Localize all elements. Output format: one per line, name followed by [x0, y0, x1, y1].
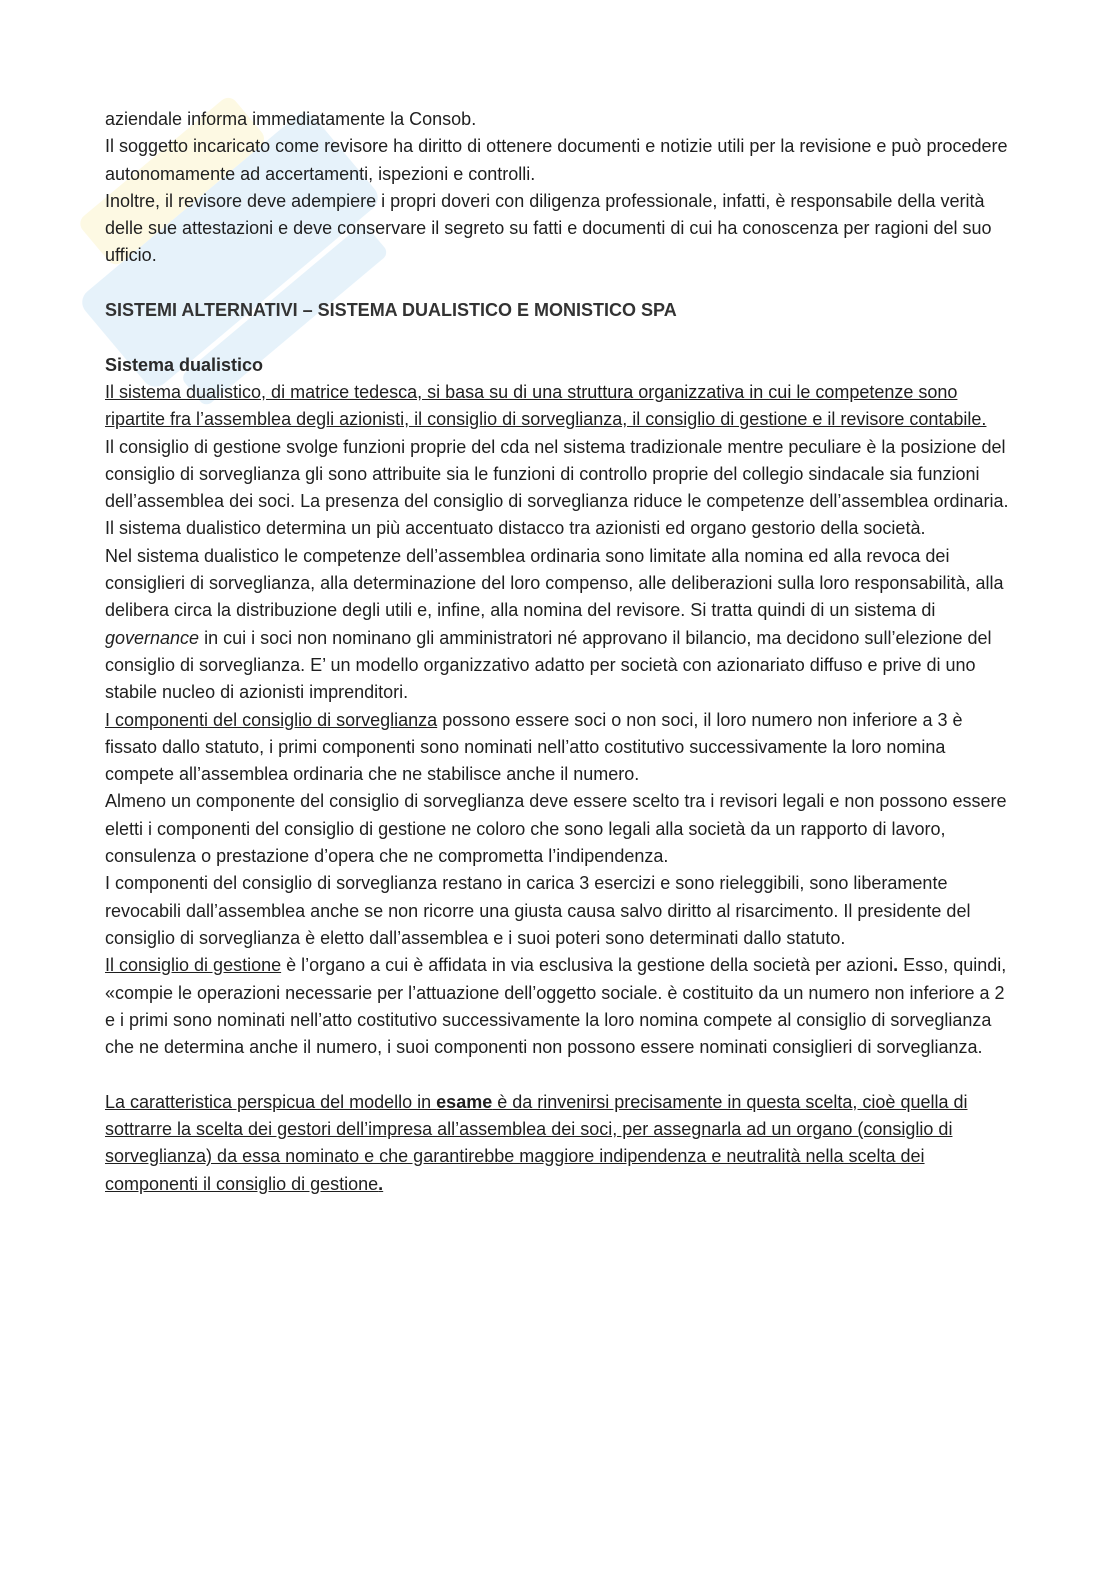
paragraph-conclusion	[105, 1089, 1010, 1198]
conclusion-bold-end: .	[378, 1173, 384, 1194]
paragraph-assemblea	[105, 543, 1010, 707]
paragraph-almeno: Almeno un componente del consiglio di sorveglianza deve essere scelto tra i revisori legali e non possono essere eletti i componenti del consiglio di gestione ne coloro che sono legali alla società da un rapporto di lavoro, consulenza o prestazione d’opera che ne comprometta l’indipendenza.	[105, 791, 1007, 867]
conclusion-after: è da rinvenirsi precisamente in questa scelta, cioè quella di sottrarre la scelta dei gestori dell’impresa all’assemblea dei soci, per assegnarla ad un organo (consiglio di sorveglianza) da essa nominato e che garantirebbe maggiore indipendenza e neutralità nella scelta dei componenti il consiglio di gestione	[105, 1091, 968, 1194]
paragraph-consiglio-gestione	[105, 952, 1010, 1061]
assemblea-text-after: in cui i soci non nominano gli amministratori né approvano il bilancio, ma decidono sull’elezione del consiglio di sorveglianza. E’ un modello organizzativo adatto per società con azionariato diffuso e prive di uno stabile nucleo di azionisti imprenditori.	[105, 627, 992, 703]
conclusion-bold-word: esame	[436, 1091, 493, 1112]
intro-line-3: Inoltre, il revisore deve adempiere i propri doveri con diligenza professionale, infatti, è responsabile della verità delle sue attestazioni e deve conservare il segreto su fatti e documenti di cui ha conoscenza per ragioni del suo ufficio.	[105, 190, 992, 266]
assemblea-text-before: Nel sistema dualistico le competenze dell’assemblea ordinaria sono limitate alla nomina ed alla revoca dei consiglieri di sorveglianza, alla determinazione del loro compenso, alle deliberazioni sulla loro responsabilità, alla delibera circa la distribuzione degli utili e, infine, alla nomina del revisore. Si tratta quindi di un sistema di	[105, 545, 1004, 621]
consiglio-gestione-underlined: Il consiglio di gestione	[105, 955, 282, 976]
governance-term: governance	[105, 627, 200, 648]
paragraph-dualistic-intro: Il sistema dualistico, di matrice tedesca, si basa su di una struttura organizzativa in cui le competenze sono ripartite fra l’assemblea degli azionisti, il consiglio di sorveglianza, il consiglio di gestione e il revisore contabile.	[105, 381, 987, 430]
intro-line-2: Il soggetto incaricato come revisore ha diritto di ottenere documenti e notizie utili per la revisione e può procedere autonomamente ad accertamenti, ispezioni e controlli.	[105, 136, 1008, 184]
consiglio-gestione-text: è l’organo a cui è affidata in via esclusiva la gestione della società per azioni	[281, 955, 894, 976]
paragraph-consiglio-gestione-cda: Il consiglio di gestione svolge funzioni proprie del cda nel sistema tradizionale mentre peculiare è la posizione del consiglio di sorveglianza gli sono attribuite sia le funzioni di controllo proprie del collegio sindacale sia funzioni dell’assemblea dei soci. La presenza del consiglio di sorveglianza riduce le competenze dell’assemblea ordinaria. Il sistema dualistico determina un più accentuato distacco tra azionisti ed organo gestorio della società.	[105, 436, 1009, 539]
conclusion-before: La caratteristica perspicua del modello in	[105, 1091, 437, 1112]
consiglio-gestione-bold-dot: .	[893, 955, 899, 976]
subsection-title: Sistema dualistico	[105, 354, 264, 375]
intro-line-1: aziendale informa immediatamente la Consob.	[105, 109, 477, 129]
document-page	[105, 106, 1010, 1198]
paragraph-componenti	[105, 707, 1010, 789]
paragraph-carica: I componenti del consiglio di sorveglianza restano in carica 3 esercizi e sono rieleggibili, sono liberamente revocabili dall’assemblea anche se non ricorre una giusta causa salvo diritto al risarcimento. Il presidente del consiglio di sorveglianza è eletto dall’assemblea e i suoi poteri sono determinati dallo statuto.	[105, 873, 971, 948]
componenti-underlined: I componenti del consiglio di sorveglianza	[105, 709, 438, 730]
section-title: SISTEMI ALTERNATIVI – SISTEMA DUALISTICO E MONISTICO SPA	[105, 300, 677, 321]
consiglio-gestione-rest: Esso, quindi, «compie le operazioni necessarie per l’attuazione dell’oggetto sociale. è costituito da un numero non inferiore a 2 e i primi sono nominati nell’atto costitutivo successivamente la loro nomina compete al consiglio di sorveglianza che ne determina anche il numero, i suoi componenti non possono essere nominati consiglieri di sorveglianza.	[105, 955, 1007, 1058]
componenti-rest: possono essere soci o non soci, il loro numero non inferiore a 3 è fissato dallo statuto, i primi componenti sono nominati nell’atto costitutivo successivamente la loro nomina compete all’assemblea ordinaria che ne stabilisce anche il numero.	[105, 709, 963, 785]
